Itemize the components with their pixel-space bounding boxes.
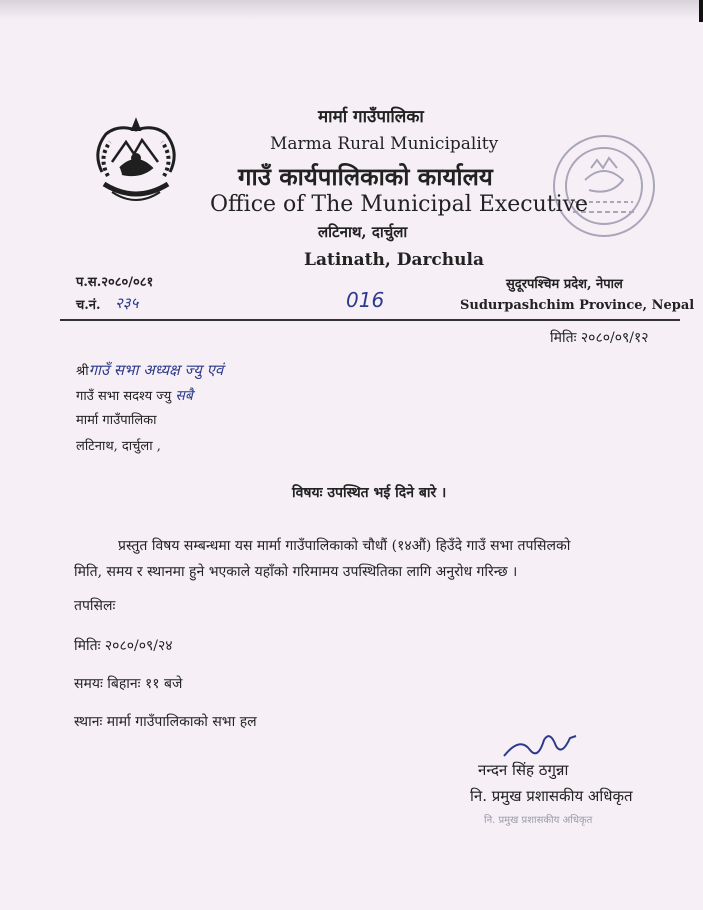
province-en: Sudurpashchim Province, Nepal <box>460 298 695 313</box>
ps-number: प.स.२०८०/०८१ <box>76 275 154 290</box>
office-name-en: Office of The Municipal Executive <box>210 192 589 217</box>
province-np: सुदूरपश्चिम प्रदेश, नेपाल <box>506 277 623 292</box>
recipient-line3: मार्मा गाउँपालिका <box>76 413 157 428</box>
municipality-name-np: मार्मा गाउँपालिका <box>318 107 424 127</box>
office-seal-stamp <box>545 132 663 240</box>
body-line2: मिति, समय र स्थानमा हुने भएकाले यहाँको गरिमामय उपस्थितिका लागि अनुरोध गरिन्छ । <box>74 564 518 580</box>
recipient-line2-text: गाउँ सभा सदश्य ज्यु <box>76 389 172 404</box>
municipality-name-en: Marma Rural Municipality <box>270 134 499 154</box>
scan-top-edge <box>0 0 703 20</box>
handwritten-code: 016 <box>346 288 385 312</box>
header-divider <box>60 319 680 321</box>
place-en: Latinath, Darchula <box>304 250 484 270</box>
recipient-line1 <box>76 360 223 380</box>
signatory-title: नि. प्रमुख प्रशासकीय अधिकृत <box>470 787 633 805</box>
office-name-np: गाउँ कार्यपालिकाको कार्यालय <box>238 162 493 191</box>
letter-date: मितिः २०८०/०९/१२ <box>550 330 649 346</box>
recipient-prefix: श्री <box>76 364 89 379</box>
chalani-label: च.नं. <box>76 298 101 313</box>
recipient-line2 <box>76 386 193 405</box>
tapasil-label: तपसिलः <box>74 598 116 614</box>
body-line1: प्रस्तुत विषय सम्बन्धमा यस मार्मा गाउँपालिकाको चौधौं (१४औं) हिउँदे गाउँ सभा तपसिलको <box>118 538 571 554</box>
scan-corner-mark <box>699 0 703 22</box>
place-np: लटिनाथ, दार्चुला <box>318 223 408 241</box>
subject-line: विषयः उपस्थित भई दिने बारे । <box>292 485 447 501</box>
recipient-line4: लटिनाथ, दार्चुला , <box>76 439 161 454</box>
meeting-date: मितिः २०८०/०९/२४ <box>74 638 173 654</box>
recipient-handwritten: गाउँ सभा अध्यक्ष ज्यु एवं <box>88 361 224 379</box>
meeting-time: समयः बिहानः ११ बजे <box>74 676 183 692</box>
nepal-emblem-icon <box>82 112 190 212</box>
meeting-place: स्थानः मार्मा गाउँपालिकाको सभा हल <box>74 714 257 730</box>
signatory-stamp: नि. प्रमुख प्रशासकीय अधिकृत <box>484 815 593 826</box>
signatory-name: नन्दन सिंह ठगुन्ना <box>478 761 569 779</box>
recipient-line2-handwritten: सबै <box>175 388 193 404</box>
chalani-number: २३५ <box>115 294 139 312</box>
